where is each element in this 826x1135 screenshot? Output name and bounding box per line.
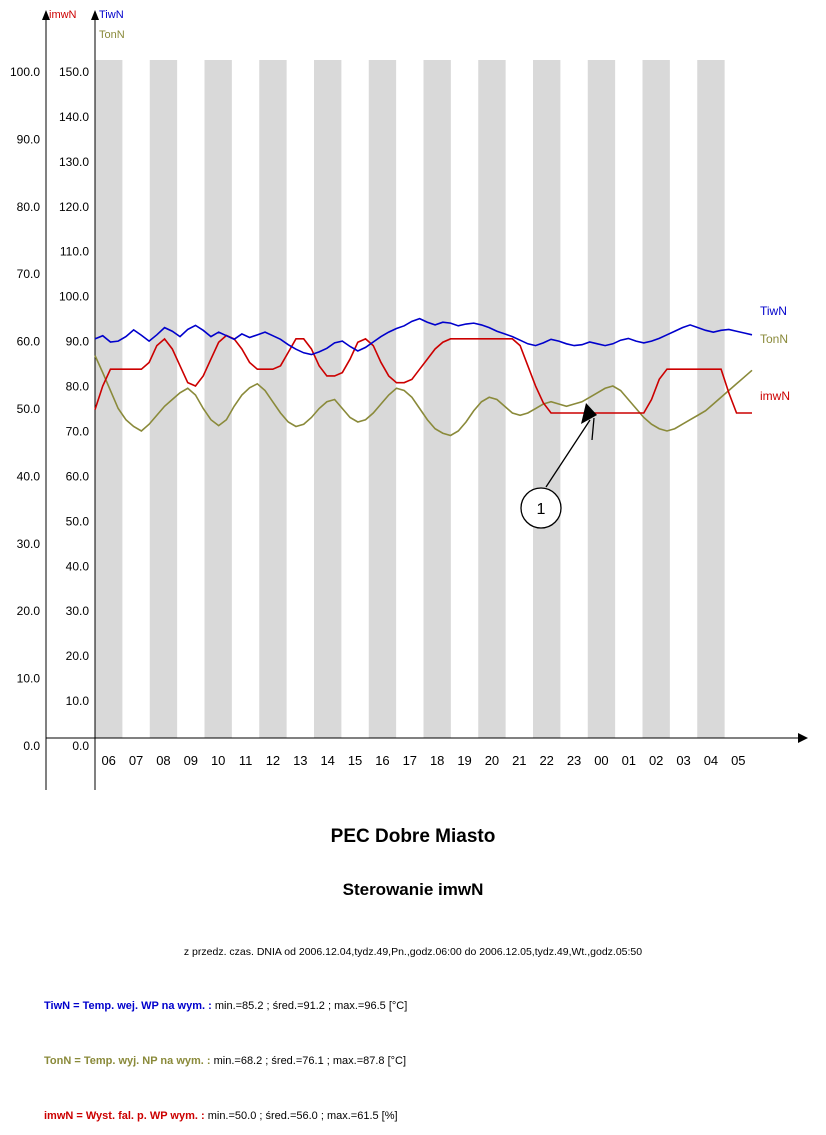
axis-tick-label: 10.0 (16, 671, 40, 686)
hour-band (369, 60, 396, 738)
legend-stats-imwn: min.=50.0 ; śred.=56.0 ; max.=61.5 [%] (204, 1110, 398, 1122)
legend-item-tiwn (44, 1000, 407, 1012)
hour-band (314, 60, 341, 738)
axis-tick-label: 02 (648, 753, 664, 768)
axis-tick-label: 70.0 (16, 267, 40, 282)
axis-tick-label: 19 (457, 753, 472, 768)
axis-tick-label: 07 (128, 753, 144, 768)
axis-tick-label: 22 (539, 753, 554, 768)
axis-tick-label: 14 (320, 753, 335, 768)
mid-axis-label-tiwn: TiwN (99, 9, 124, 21)
legend-name-imwn: imwN = Wyst. fal. p. WP wym. : (44, 1110, 205, 1122)
axis-tick-label: 0.0 (72, 739, 89, 753)
axis-tick-label: 01 (621, 753, 637, 768)
axis-tick-label: 10.0 (65, 694, 89, 709)
axis-tick-label: 12 (265, 753, 281, 768)
hour-band (259, 60, 286, 738)
axis-tick-label: 10 (210, 753, 226, 768)
series-label-tonn: TonN (760, 332, 789, 346)
axis-tick-label: 150.0 (58, 65, 89, 79)
axis-tick-label: 80.0 (65, 379, 89, 394)
hour-band (588, 60, 615, 738)
axis-tick-label: 21 (512, 753, 527, 768)
axis-tick-label: 60.0 (65, 469, 89, 484)
axis-tick-label: 09 (183, 753, 199, 768)
axis-tick-label: 50.0 (16, 402, 40, 416)
mid-axis-ticks (59, 65, 89, 753)
callout-number: 1 (536, 501, 546, 518)
hour-band (478, 60, 505, 738)
hour-band (697, 60, 724, 738)
axis-tick-label: 08 (156, 753, 171, 768)
axis-tick-label: 50.0 (65, 514, 89, 529)
series-label-tiwn: TiwN (760, 304, 787, 318)
axis-tick-label: 120.0 (58, 199, 89, 214)
axis-tick-label: 23 (566, 753, 582, 768)
legend-stats-tiwn: min.=85.2 ; śred.=91.2 ; max.=96.5 [°C] (211, 1000, 408, 1012)
mid-axis-arrow (91, 10, 99, 20)
x-axis-ticks (101, 753, 745, 768)
hour-band (424, 60, 451, 738)
axis-tick-label: 40.0 (65, 559, 89, 574)
axis-tick-label: 20.0 (65, 649, 89, 664)
axis-tick-label: 100.0 (9, 65, 40, 79)
axis-tick-label: 130.0 (58, 154, 89, 169)
axis-tick-label: 60.0 (16, 334, 40, 349)
hour-band (205, 60, 232, 738)
axis-tick-label: 20 (484, 753, 500, 768)
axis-tick-label: 30.0 (16, 536, 40, 551)
legend-item-tonn (44, 1055, 406, 1067)
chart-subtitle: Sterowanie imwN (342, 880, 484, 899)
axis-tick-label: 11 (238, 753, 253, 768)
axis-tick-label: 06 (101, 753, 116, 768)
axis-tick-label: 15 (347, 753, 363, 768)
legend-item-imwn (44, 1110, 398, 1122)
axis-tick-label: 80.0 (16, 199, 40, 214)
chart-period: z przedz. czas. DNIA od 2006.12.04,tydz.49,Pn.,godz.06:00 do 2006.12.05,tydz.49,Wt.,godz.05:50 (183, 946, 643, 958)
axis-tick-label: 03 (676, 753, 691, 768)
x-axis-arrow (798, 733, 808, 743)
axis-tick-label: 30.0 (65, 604, 89, 619)
hour-band (643, 60, 670, 738)
axis-tick-label: 70.0 (65, 424, 89, 439)
axis-tick-label: 13 (293, 753, 308, 768)
axis-tick-label: 90.0 (65, 334, 89, 349)
hour-band (533, 60, 560, 738)
legend-name-tiwn: TiwN = Temp. wej. WP na wym. : (44, 1000, 212, 1012)
axis-tick-label: 18 (429, 753, 445, 768)
axis-tick-label: 05 (731, 753, 746, 768)
hour-bands (95, 60, 725, 738)
axis-tick-label: 17 (402, 753, 418, 768)
axis-tick-label: 00 (594, 753, 609, 768)
axis-tick-label: 110.0 (59, 244, 89, 259)
series-label-imwn: imwN (760, 389, 790, 403)
legend-name-tonn: TonN = Temp. wyj. NP na wym. : (44, 1055, 211, 1067)
left-axis-label: imwN (49, 9, 77, 21)
mid-axis-label-tonn: TonN (99, 29, 125, 41)
left-axis-ticks (10, 65, 40, 753)
axis-tick-label: 16 (375, 753, 390, 768)
axis-tick-label: 40.0 (16, 469, 40, 484)
axis-tick-label: 0.0 (23, 739, 40, 753)
axis-tick-label: 90.0 (16, 132, 40, 147)
axis-tick-label: 100.0 (58, 289, 89, 304)
legend-stats-tonn: min.=68.2 ; śred.=76.1 ; max.=87.8 [°C] (210, 1055, 407, 1067)
axis-tick-label: 04 (703, 753, 719, 768)
axis-tick-label: 140.0 (58, 109, 89, 124)
chart-title: PEC Dobre Miasto (330, 826, 496, 847)
axis-tick-label: 20.0 (16, 604, 40, 619)
